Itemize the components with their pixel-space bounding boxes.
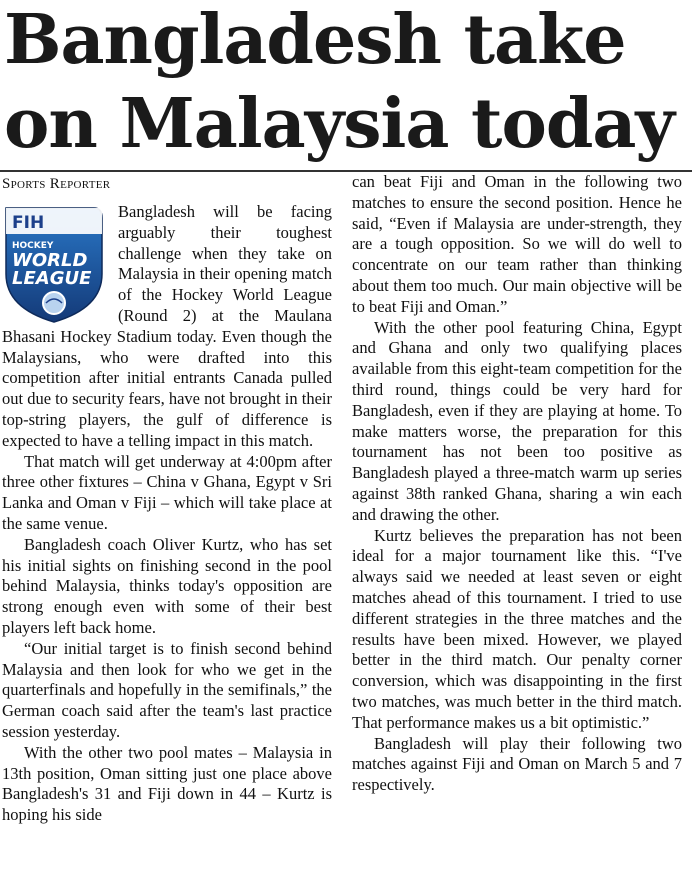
logo-hockey-text: HOCKEY	[12, 241, 54, 251]
article-paragraph: Bangladesh coach Oliver Kurtz, who has set his initial sights on finishing second in the pool behind Malaysia, thinks today's opposition are strong enough even with some of their best players left back home.	[2, 534, 332, 637]
logo-fih-text: FIH	[12, 213, 45, 233]
headline: Bangladesh take on Malaysia today	[4, 0, 674, 164]
byline: Sports Reporter	[2, 176, 111, 192]
article-column-right	[352, 172, 682, 796]
article-paragraph: With the other two pool mates – Malaysia in 13th position, Oman sitting just one place above Bangladesh's 31 and Fiji down in 44 – Kurtz is hoping his side	[2, 742, 332, 825]
logo-world-text: WORLD	[12, 250, 88, 271]
article-paragraph: “Our initial target is to finish second behind Malaysia and then look for who we get in the quarterfinals and hopefully in the semifinals,” the German coach said after the team's last practice session yesterday.	[2, 638, 332, 741]
article-paragraph: Bangladesh will play their following two matches against Fiji and Oman on March 5 and 7 respectively.	[352, 733, 682, 795]
article-column-left	[2, 172, 332, 826]
hockey-world-league-logo	[2, 204, 106, 324]
article-paragraph: can beat Fiji and Oman in the following two matches to ensure the second position. Hence he said, “Even if Malaysia are under-strength, they are a tough opposition. So we will do well to concentrate on our team rather than thinking about them too much. Our main objective will be to beat Fiji and Oman.”	[352, 172, 682, 316]
article-paragraph: Kurtz believes the preparation has not been ideal for a major tournament like this. “I've always said we needed at least seven or eight matches ahead of this tournament. I tried to use different strategies in the three matches and the results have been mixed. However, we played better in the third match. Our penalty corner conversion, which was disappointing in the first two matches, was much better in the third match. That performance makes us a bit optimistic.”	[352, 525, 682, 732]
article-paragraph: With the other pool featuring China, Egypt and Ghana and only two qualifying places available from this eight-team competition for the third round, things could be very hard for Bangladesh, even if they are playing at home. To make matters worse, the preparation for this tournament has not been too positive as Bangladesh played a three-match warm up series against 38th ranked Ghana, sharing a win each and drawing the other.	[352, 317, 682, 524]
article-paragraph: That match will get underway at 4:00pm after three other fixtures – China v Ghana, Egypt v Sri Lanka and Oman v Fiji – which will take place at the same venue.	[2, 451, 332, 533]
logo-league-text: LEAGUE	[12, 268, 92, 289]
article-paragraph: Bangladesh will be facing arguably their toughest challenge when they take on Malaysia in their opening match of the Hockey World League (Round 2) at the Maulana Bhasani Hockey Stadium today. Even though the Malaysians, who were drafted into this competition after initial entrants Canada pulled out due to security fears, have not brought in their top-string players, the gulf of difference is expected to have a telling impact in this match.	[2, 202, 332, 450]
